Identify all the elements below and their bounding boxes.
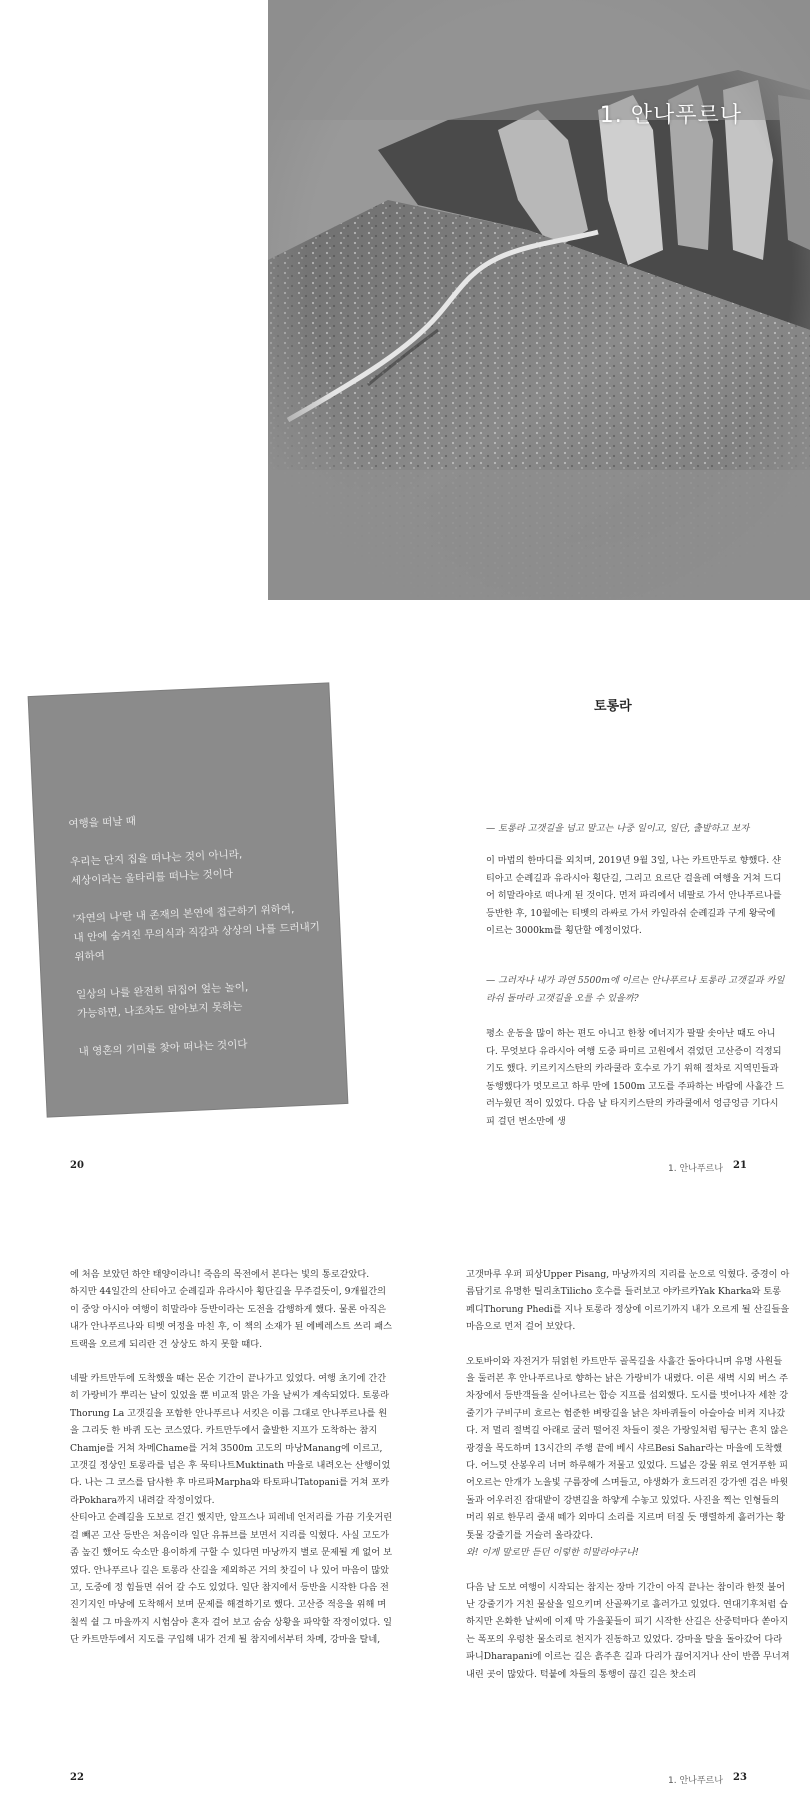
page-number: 20	[70, 1160, 84, 1171]
page-number: 23	[733, 1772, 747, 1783]
poem-line: 내 안에 숨겨진 무의식과 직감과 상상의 나를 드러내기 위하여	[73, 921, 321, 964]
running-head: 1. 안나푸르나	[668, 1776, 723, 1786]
poem-line: 내 영혼의 기미를 찾아 떠나는 것이다	[78, 1038, 248, 1059]
body-paragraph: 이 마법의 한마디를 외치며, 2019년 9월 3일, 나는 카트만두로 향했다. 샨티아고 순례길과 유라시아 횡단길, 그리고 요르단 걸을레 여행을 거쳐 드디어 히말라야로 떠나게 된 것이다. 먼저 파리에서 네팔로 가서 안나푸르나를 등반한 후, 10월에는 티벳의 라싸로 가서 카일라쉬 순례길과 구게 왕국에 이르는 3000km를 횡단할 예정이었다.	[486, 855, 782, 936]
body-paragraph: 산티아고 순례길을 도보로 걷긴 했지만, 알프스나 피레네 언저리를 가끔 기웃거린 걸 빼곤 고산 등반은 처음이라 일단 유튜브를 보면서 지리를 익혔다. 사실 고도가 좀 높긴 했어도 숙소만 용이하게 구할 수 있다면 마낭까지 별로 문제될 게 없어 보였다. 안나푸르나 길은 토롱라 산길을 제외하곤 거의 찻길이 나 있어 마음이 많았고, 도중에 정 힘들면 쉬어 갈 수도 있었다. 일단 참지에서 등반을 시작한 다음 전진기지인 마낭에 도착해서 보며 문제를 해결하기로 했다. 고산증 적응을 위해 며칠씩 쉴 그 마을까지 시험삼아 혼자 걸어 보고 숨숨 상황을 파악할 작정이었다. 일단 카트만두에서 지도를 구입해 내가 건게 될 참지에서부터 차메, 강마을 탈네,	[70, 1512, 393, 1646]
poem-card	[29, 683, 348, 1116]
poem-line: 우리는 단지 집을 떠나는 것이 아니라,	[69, 848, 243, 869]
body-paragraph: 평소 운동을 많이 하는 편도 아니고 한창 에너지가 팔팔 솟아난 때도 아니다. 무엇보다 유라시아 여행 도중 파미르 고원에서 겪었던 고산증이 걱정되기도 했다. 키르키지스탄의 카라쿨라 호수로 가기 위해 절차로 지역민들과 동행했다가 멋모르고 하루 만에 1500m 고도를 주파하는 바람에 사흘간 드러누웠던 적이 있었다. 다음 날 타지키스탄의 카라쿨에서 엉금엉금 기다시피 걸던 번소만에 생	[486, 1028, 785, 1127]
mountain-photo	[268, 0, 810, 600]
running-head: 1. 안나푸르나	[668, 1164, 723, 1174]
poem-line: 일상의 나를 완전히 뒤집어 엎는 놀이,	[75, 981, 249, 1002]
body-paragraph: 하지만 44일간의 산티아고 순례길과 유라시아 횡단길을 무주걸듯이, 9개월간의 이 중앙 아시아 여행이 히말라야 등반이라는 도전을 감행하게 했다. 물론 아직은 내가 안나푸르나와 티벳 여정을 마친 후, 이 책의 소재가 된 에베레스트 쓰리 패스 트랙을 오르게 되리란 건 상상도 하지 못할 때다.	[70, 1286, 392, 1350]
page-number: 21	[733, 1160, 747, 1171]
body-paragraph: 오토바이와 자전거가 뒤얽힌 카트만두 골목길을 사흘간 돌아다니며 유명 사원들을 둘러본 후 안나푸르나로 향하는 낡은 가랑비가 내렸다. 이른 새벽 시외 버스 주차장에서 등반객들을 싣어나르는 합승 지프를 섭외했다. 도시를 벗어나자 세찬 강줄기가 구비구비 흐르는 험준한 벼랑길을 낡은 차바퀴들이 아슬아슬 비켜 지나갔다. 저 멀리 절벽길 아래로 굴러 떨어진 차들이 젖은 가랑잎처럼 뒹구는 흔치 않은 광경을 목도하며 13시간의 주행 끝에 베시 샤르Besi Sahar라는 마을에 도착했다. 어느덧 산봉우리 너머 하루해가 저물고 있었다. 드넓은 강물 위로 연거푸한 피어오르는 안개가 노을빛 구름장에 스며들고, 야생화가 흐드러진 강가엔 검은 바윗돌과 어우러진 잡대밭이 강변길을 하얗게 수놓고 있었다. 사진을 찍는 인형들의 머리 위로 한무리 줄새 떼가 외마디 소리를 지르며 터질 듯 맹렬하게 흘러가는 황톳물 강줄기를 거슬러 올라갔다.	[466, 1355, 789, 1541]
body-paragraph: 다음 날 도보 여행이 시작되는 참지는 장마 기간이 아직 끝나는 참이라 한껏 불어난 강줄기가 거친 물살을 일으키며 산골짜기로 흘러가고 있었다. 연대기후처럼 습하지만 온화한 날씨에 이제 막 가을꽃들이 피기 시작한 산길은 산중턱마다 쏟아지는 폭포의 우렁찬 물소리로 천지가 진동하고 있었다. 강마을 탈을 돌아갔어 다라파니Dharapani에 이르는 길은 흙주흔 길과 다리가 끊어지거나 산이 반쯤 무너져 내린 곳이 많았다. 턱붙에 차들의 통행이 끊긴 길은 찻소리	[466, 1581, 790, 1680]
poem-line: 가능하면, 나조차도 알아보지 못하는	[76, 1000, 243, 1021]
poem-text	[68, 804, 329, 1062]
question-quote: — 그러자나 내가 과연 5500m에 이르는 안나푸르나 토롱라 고갯길과 카일라쉬 돌마라 고갯길을 오를 수 있을까?	[486, 975, 785, 1004]
right-page-column	[466, 1266, 790, 1683]
section-title: 토롱라	[594, 699, 632, 714]
poem-line: 여행을 떠날 때	[68, 815, 137, 831]
poem-line: 세상이라는 울타리를 떠나는 것이다	[70, 867, 234, 888]
chapter-title: 1. 안나푸르나	[599, 103, 742, 128]
poem-line: '자연의 나'란 내 존재의 본연에 접근하기 위하여,	[72, 903, 295, 926]
body-paragraph: 네팔 카트만두에 도착했을 때는 몬순 기간이 끝나가고 있었다. 여행 초기에 간간히 가랑비가 뿌리는 날이 있었을 뿐 비교적 맑은 가을 날씨가 계속되었다. 토롱라Thorung La 고갯길을 포함한 안나푸르나 서킷은 이름 그대로 안나푸르나를 원을 그리듯 한 바퀴 도는 코스였다. 카트만두에서 출발한 지프가 도착하는 참지Chamje를 거쳐 차메Chame를 거쳐 3500m 고도의 마낭Manang에 이르고, 고갯길 정상인 토롱라를 넘은 후 묵티나트Muktinath 마을로 내려오는 산행이었다. 나는 그 코스를 답사한 후 마르파Marpha와 타토파니Tatopani를 거쳐 포카라Pokhara까지 내려갈 작정이었다.	[70, 1373, 391, 1506]
left-page-column	[70, 1266, 394, 1649]
exclamation-line: 와! 이게 말로만 듣던 이렇한 히말라야구나!	[466, 1547, 639, 1559]
body-paragraph: 에 처음 보았던 하얀 태양이라니! 죽음의 목전에서 본다는 빛의 통로같았다.	[70, 1269, 370, 1280]
mountain-trail-image	[268, 0, 810, 600]
page-number: 22	[70, 1772, 84, 1783]
spread-pages-22-23	[0, 1200, 810, 1800]
epigraph: — 토롱라 고갯길을 넘고 말고는 나중 일이고, 일단, 출발하고 보자	[486, 823, 750, 834]
body-paragraph: 고갯마루 우퍼 피상Upper Pisang, 마낭까지의 지리를 눈으로 익혔다. 중경이 아름답기로 유명한 틸리초Tilicho 호수를 들러보고 야카르카Yak Kharka와 토롱 페디Thorung Phedi를 지나 토롱라 정상에 이르기까지 내가 오르게 될 산길들을 마음으로 먼저 걸어 보았다.	[466, 1269, 790, 1333]
